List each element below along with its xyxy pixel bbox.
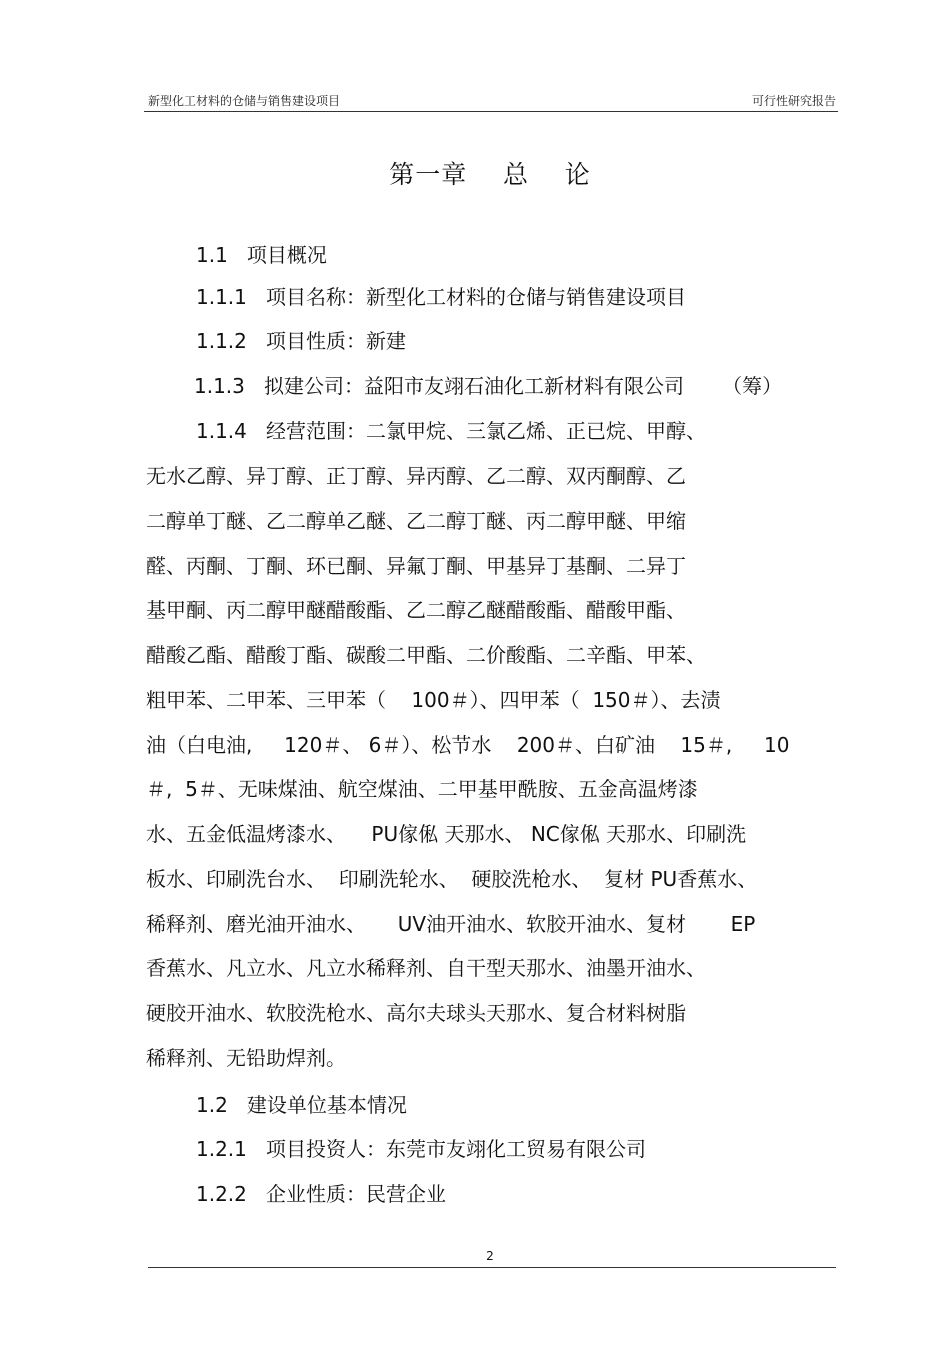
body-line: 稀释剂、磨光油开油水、 UV油开油水、软胶开油水、复材 EP xyxy=(146,912,756,936)
body-line: 基甲酮、丙二醇甲醚醋酸酯、乙二醇乙醚醋酸酯、醋酸甲酯、 xyxy=(146,598,686,622)
footer-divider xyxy=(148,1267,836,1268)
body-line: 稀释剂、无铅助焊剂。 xyxy=(146,1046,346,1070)
body-line: 醛、丙酮、丁酮、环已酮、异氟丁酮、甲基异丁基酮、二异丁 xyxy=(146,554,686,578)
body-line: 硬胶开油水、软胶洗枪水、高尔夫球头天那水、复合材料树脂 xyxy=(146,1001,686,1025)
chapter-title: 第一章 总 论 xyxy=(389,160,591,189)
body-line: 无水乙醇、异丁醇、正丁醇、异丙醇、乙二醇、双丙酮醇、乙 xyxy=(146,464,686,488)
body-line: 水、五金低温烤漆水、 PU傢俬 天那水、 NC傢俬 天那水、印刷洗 xyxy=(146,822,747,846)
section-heading-1-2: 1.2 建设单位基本情况 xyxy=(196,1093,407,1117)
body-line: 粗甲苯、二甲苯、三甲苯（ 100＃）、四甲苯（ 150＃）、去渍 xyxy=(146,688,721,712)
body-line: 油（白电油, 120＃、 6＃）、松节水 200＃、白矿油 15＃, 10 xyxy=(146,733,790,757)
item-project-nature: 1.1.2 项目性质：新建 xyxy=(196,329,406,353)
item-investor: 1.2.1 项目投资人：东莞市友翊化工贸易有限公司 xyxy=(196,1137,646,1161)
body-line: 二醇单丁醚、乙二醇单乙醚、乙二醇丁醚、丙二醇甲醚、甲缩 xyxy=(146,509,686,533)
body-line: 板水、印刷洗台水、 印刷洗轮水、 硬胶洗枪水、 复材 PU香蕉水、 xyxy=(146,867,758,891)
item-proposed-company: 1.1.3 拟建公司：益阳市友翊石油化工新材料有限公司 （筹） xyxy=(194,374,783,398)
page-number: 2 xyxy=(486,1249,494,1263)
running-header-title: 新型化工材料的仓储与销售建设项目 xyxy=(148,94,341,108)
section-heading-1-1: 1.1 项目概况 xyxy=(196,243,327,267)
item-business-scope: 1.1.4 经营范围：二氯甲烷、三氯乙烯、正已烷、甲醇、 xyxy=(196,419,706,443)
body-line: ＃, 5＃、无味煤油、航空煤油、二甲基甲酰胺、五金高温烤漆 xyxy=(146,777,698,801)
body-line: 香蕉水、凡立水、凡立水稀释剂、自干型天那水、油墨开油水、 xyxy=(146,956,706,980)
item-enterprise-nature: 1.2.2 企业性质：民营企业 xyxy=(196,1182,446,1206)
item-project-name: 1.1.1 项目名称：新型化工材料的仓储与销售建设项目 xyxy=(196,285,686,309)
body-line: 醋酸乙酯、醋酸丁酯、碳酸二甲酯、二价酸酯、二辛酯、甲苯、 xyxy=(146,643,706,667)
header-divider xyxy=(144,111,838,112)
running-header-report-type: 可行性研究报告 xyxy=(751,94,836,108)
